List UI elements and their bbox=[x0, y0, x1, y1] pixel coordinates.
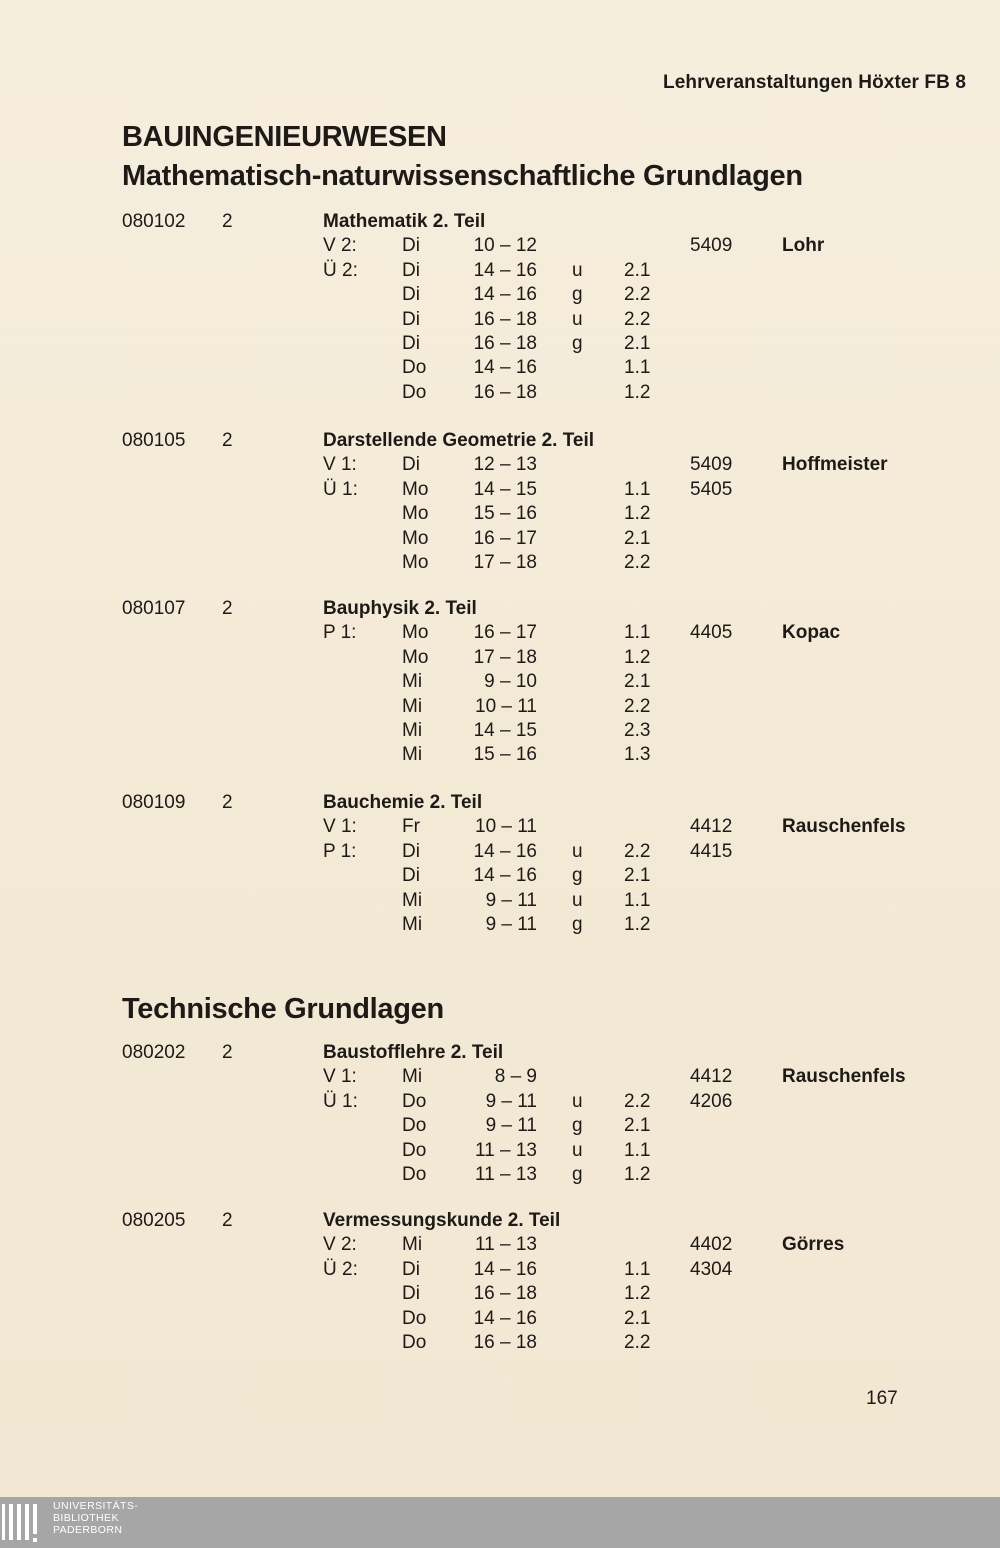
logo-line: UNIVERSITÄTS- bbox=[53, 1500, 139, 1512]
course-hours: 2 bbox=[222, 1210, 233, 1231]
course-title: Darstellende Geometrie 2. Teil bbox=[323, 430, 595, 451]
weekday: Mi bbox=[402, 914, 423, 935]
schedule-row bbox=[0, 696, 1000, 720]
schedule-row bbox=[0, 914, 1000, 938]
course-hours: 2 bbox=[222, 1042, 233, 1063]
weekday: Di bbox=[402, 1283, 420, 1304]
room-number: 4206 bbox=[690, 1091, 733, 1112]
schedule-row bbox=[0, 382, 1000, 406]
group-number: 1.2 bbox=[624, 1283, 651, 1304]
schedule-row bbox=[0, 1259, 1000, 1283]
group-number: 2.2 bbox=[624, 1091, 651, 1112]
week-parity: g bbox=[572, 865, 583, 886]
group-number: 2.1 bbox=[624, 671, 651, 692]
week-parity: u bbox=[572, 309, 583, 330]
weekday: Do bbox=[402, 357, 427, 378]
time-slot: 16 – 18 bbox=[473, 1283, 537, 1304]
room-number: 4405 bbox=[690, 622, 733, 643]
group-number: 1.2 bbox=[624, 503, 651, 524]
schedule-row bbox=[0, 357, 1000, 381]
group-number: 2.3 bbox=[624, 720, 651, 741]
schedule-row bbox=[0, 720, 1000, 744]
weekday: Fr bbox=[402, 816, 420, 837]
time-slot: 14 – 16 bbox=[473, 357, 537, 378]
weekday: Mi bbox=[402, 1234, 423, 1255]
weekday: Do bbox=[402, 382, 427, 403]
time-slot: 9 – 11 bbox=[485, 914, 537, 935]
group-number: 1.2 bbox=[624, 1164, 651, 1185]
schedule-row bbox=[0, 1283, 1000, 1307]
course-number: 080102 bbox=[122, 211, 186, 232]
schedule-row bbox=[0, 865, 1000, 889]
schedule-row bbox=[0, 503, 1000, 527]
schedule-row bbox=[0, 260, 1000, 284]
weekday: Do bbox=[402, 1115, 427, 1136]
time-slot: 14 – 16 bbox=[473, 1308, 537, 1329]
group-number: 1.1 bbox=[624, 890, 651, 911]
course-type: Ü 2: bbox=[323, 1259, 358, 1280]
section-heading: Technische Grundlagen bbox=[122, 993, 444, 1025]
weekday: Mo bbox=[402, 552, 429, 573]
course-hours: 2 bbox=[222, 598, 233, 619]
schedule-row bbox=[0, 841, 1000, 865]
group-number: 2.1 bbox=[624, 865, 651, 886]
course-type: V 1: bbox=[323, 816, 357, 837]
time-slot: 14 – 16 bbox=[473, 1259, 537, 1280]
time-slot: 14 – 15 bbox=[473, 720, 537, 741]
running-head: Lehrveranstaltungen Höxter FB 8 bbox=[663, 72, 966, 93]
time-slot: 11 – 13 bbox=[475, 1140, 537, 1161]
schedule-row bbox=[0, 647, 1000, 671]
week-parity: g bbox=[572, 1115, 583, 1136]
schedule-row bbox=[0, 1234, 1000, 1258]
department-heading: BAUINGENIEURWESEN bbox=[122, 121, 447, 153]
schedule-row bbox=[0, 528, 1000, 552]
schedule-row bbox=[0, 1066, 1000, 1090]
schedule-row bbox=[0, 235, 1000, 259]
weekday: Mi bbox=[402, 890, 423, 911]
group-number: 2.2 bbox=[624, 284, 651, 305]
group-number: 2.2 bbox=[624, 696, 651, 717]
weekday: Di bbox=[402, 309, 420, 330]
schedule-row bbox=[0, 744, 1000, 768]
schedule-row bbox=[0, 1308, 1000, 1332]
time-slot: 16 – 18 bbox=[473, 333, 537, 354]
time-slot: 11 – 13 bbox=[475, 1234, 537, 1255]
time-slot: 11 – 13 bbox=[475, 1164, 537, 1185]
weekday: Mi bbox=[402, 1066, 423, 1087]
course-title: Bauphysik 2. Teil bbox=[323, 598, 477, 619]
time-slot: 14 – 16 bbox=[473, 841, 537, 862]
group-number: 1.1 bbox=[624, 622, 651, 643]
group-number: 2.1 bbox=[624, 1308, 651, 1329]
schedule-row bbox=[0, 622, 1000, 646]
room-number: 5409 bbox=[690, 235, 733, 256]
group-number: 2.1 bbox=[624, 1115, 651, 1136]
room-number: 4304 bbox=[690, 1259, 733, 1280]
weekday: Mi bbox=[402, 744, 423, 765]
lecturer-name: Görres bbox=[782, 1234, 845, 1255]
weekday: Mo bbox=[402, 528, 429, 549]
schedule-row bbox=[0, 890, 1000, 914]
group-number: 1.1 bbox=[624, 1140, 651, 1161]
group-number: 2.1 bbox=[624, 333, 651, 354]
time-slot: 14 – 16 bbox=[473, 260, 537, 281]
week-parity: g bbox=[572, 333, 583, 354]
course-title: Baustofflehre 2. Teil bbox=[323, 1042, 504, 1063]
time-slot: 16 – 18 bbox=[473, 1332, 537, 1353]
schedule-row bbox=[0, 816, 1000, 840]
course-number: 080205 bbox=[122, 1210, 186, 1231]
group-number: 2.2 bbox=[624, 309, 651, 330]
schedule-row bbox=[0, 1115, 1000, 1139]
lecturer-name: Hoffmeister bbox=[782, 454, 888, 475]
weekday: Do bbox=[402, 1308, 427, 1329]
group-number: 2.2 bbox=[624, 841, 651, 862]
group-number: 1.1 bbox=[624, 357, 651, 378]
group-number: 2.1 bbox=[624, 528, 651, 549]
weekday: Mi bbox=[402, 696, 423, 717]
week-parity: u bbox=[572, 1140, 583, 1161]
weekday: Di bbox=[402, 284, 420, 305]
course-title: Bauchemie 2. Teil bbox=[323, 792, 483, 813]
weekday: Mo bbox=[402, 647, 429, 668]
room-number: 4415 bbox=[690, 841, 733, 862]
group-number: 1.3 bbox=[624, 744, 651, 765]
page-number: 167 bbox=[866, 1388, 898, 1409]
group-number: 2.2 bbox=[624, 1332, 651, 1353]
schedule-row bbox=[0, 479, 1000, 503]
weekday: Mo bbox=[402, 503, 429, 524]
weekday: Mo bbox=[402, 479, 429, 500]
room-number: 5409 bbox=[690, 454, 733, 475]
course-type: Ü 2: bbox=[323, 260, 358, 281]
course-hours: 2 bbox=[222, 430, 233, 451]
group-number: 1.1 bbox=[624, 479, 651, 500]
time-slot: 9 – 11 bbox=[485, 1115, 537, 1136]
week-parity: g bbox=[572, 914, 583, 935]
group-number: 1.2 bbox=[624, 914, 651, 935]
library-logo-text bbox=[53, 1500, 138, 1536]
schedule-row bbox=[0, 1140, 1000, 1164]
schedule-row bbox=[0, 284, 1000, 308]
week-parity: u bbox=[572, 890, 583, 911]
time-slot: 9 – 11 bbox=[485, 1091, 537, 1112]
weekday: Di bbox=[402, 260, 420, 281]
schedule-row bbox=[0, 309, 1000, 333]
week-parity: u bbox=[572, 841, 583, 862]
course-number: 080107 bbox=[122, 598, 186, 619]
weekday: Di bbox=[402, 235, 420, 256]
weekday: Do bbox=[402, 1140, 427, 1161]
lecturer-name: Lohr bbox=[782, 235, 825, 256]
time-slot: 16 – 17 bbox=[473, 528, 537, 549]
time-slot: 10 – 12 bbox=[473, 235, 537, 256]
logo-line: BIBLIOTHEK bbox=[53, 1512, 119, 1524]
room-number: 4402 bbox=[690, 1234, 733, 1255]
course-title: Vermessungskunde 2. Teil bbox=[323, 1210, 561, 1231]
weekday: Di bbox=[402, 841, 420, 862]
course-hours: 2 bbox=[222, 211, 233, 232]
group-number: 2.2 bbox=[624, 552, 651, 573]
weekday: Do bbox=[402, 1091, 427, 1112]
lecturer-name: Rauschenfels bbox=[782, 816, 906, 837]
course-type: P 1: bbox=[323, 841, 357, 862]
weekday: Di bbox=[402, 454, 420, 475]
course-type: V 2: bbox=[323, 1234, 357, 1255]
week-parity: g bbox=[572, 1164, 583, 1185]
section-heading: Mathematisch-naturwissenschaftliche Grundlagen bbox=[122, 160, 803, 192]
course-type: V 1: bbox=[323, 454, 357, 475]
course-number: 080109 bbox=[122, 792, 186, 813]
course-type: V 1: bbox=[323, 1066, 357, 1087]
schedule-row bbox=[0, 552, 1000, 576]
week-parity: u bbox=[572, 260, 583, 281]
weekday: Di bbox=[402, 1259, 420, 1280]
schedule-row bbox=[0, 333, 1000, 357]
time-slot: 14 – 15 bbox=[473, 479, 537, 500]
weekday: Do bbox=[402, 1332, 427, 1353]
course-type: Ü 1: bbox=[323, 479, 358, 500]
time-slot: 16 – 18 bbox=[473, 309, 537, 330]
week-parity: u bbox=[572, 1091, 583, 1112]
room-number: 4412 bbox=[690, 1066, 733, 1087]
weekday: Di bbox=[402, 333, 420, 354]
time-slot: 17 – 18 bbox=[473, 552, 537, 573]
group-number: 1.2 bbox=[624, 382, 651, 403]
library-logo-icon bbox=[2, 1500, 46, 1544]
weekday: Do bbox=[402, 1164, 427, 1185]
course-number: 080202 bbox=[122, 1042, 186, 1063]
time-slot: 16 – 18 bbox=[473, 382, 537, 403]
time-slot: 15 – 16 bbox=[473, 744, 537, 765]
time-slot: 9 – 11 bbox=[485, 890, 537, 911]
course-hours: 2 bbox=[222, 792, 233, 813]
room-number: 5405 bbox=[690, 479, 733, 500]
schedule-row bbox=[0, 671, 1000, 695]
time-slot: 14 – 16 bbox=[473, 865, 537, 886]
group-number: 2.1 bbox=[624, 260, 651, 281]
schedule-row bbox=[0, 1091, 1000, 1115]
lecturer-name: Rauschenfels bbox=[782, 1066, 906, 1087]
time-slot: 10 – 11 bbox=[475, 816, 537, 837]
course-title: Mathematik 2. Teil bbox=[323, 211, 486, 232]
time-slot: 10 – 11 bbox=[475, 696, 537, 717]
group-number: 1.2 bbox=[624, 647, 651, 668]
time-slot: 8 – 9 bbox=[494, 1066, 537, 1087]
course-type: V 2: bbox=[323, 235, 357, 256]
weekday: Mo bbox=[402, 622, 429, 643]
time-slot: 12 – 13 bbox=[473, 454, 537, 475]
weekday: Mi bbox=[402, 671, 423, 692]
logo-line: PADERBORN bbox=[53, 1524, 123, 1536]
time-slot: 17 – 18 bbox=[473, 647, 537, 668]
schedule-row bbox=[0, 1164, 1000, 1188]
time-slot: 15 – 16 bbox=[473, 503, 537, 524]
weekday: Mi bbox=[402, 720, 423, 741]
schedule-row bbox=[0, 454, 1000, 478]
library-footer bbox=[0, 1497, 1000, 1548]
course-type: Ü 1: bbox=[323, 1091, 358, 1112]
time-slot: 9 – 10 bbox=[484, 671, 537, 692]
schedule-row bbox=[0, 1332, 1000, 1356]
time-slot: 16 – 17 bbox=[473, 622, 537, 643]
course-number: 080105 bbox=[122, 430, 186, 451]
room-number: 4412 bbox=[690, 816, 733, 837]
weekday: Di bbox=[402, 865, 420, 886]
time-slot: 14 – 16 bbox=[473, 284, 537, 305]
group-number: 1.1 bbox=[624, 1259, 651, 1280]
lecturer-name: Kopac bbox=[782, 622, 841, 643]
week-parity: g bbox=[572, 284, 583, 305]
course-type: P 1: bbox=[323, 622, 357, 643]
